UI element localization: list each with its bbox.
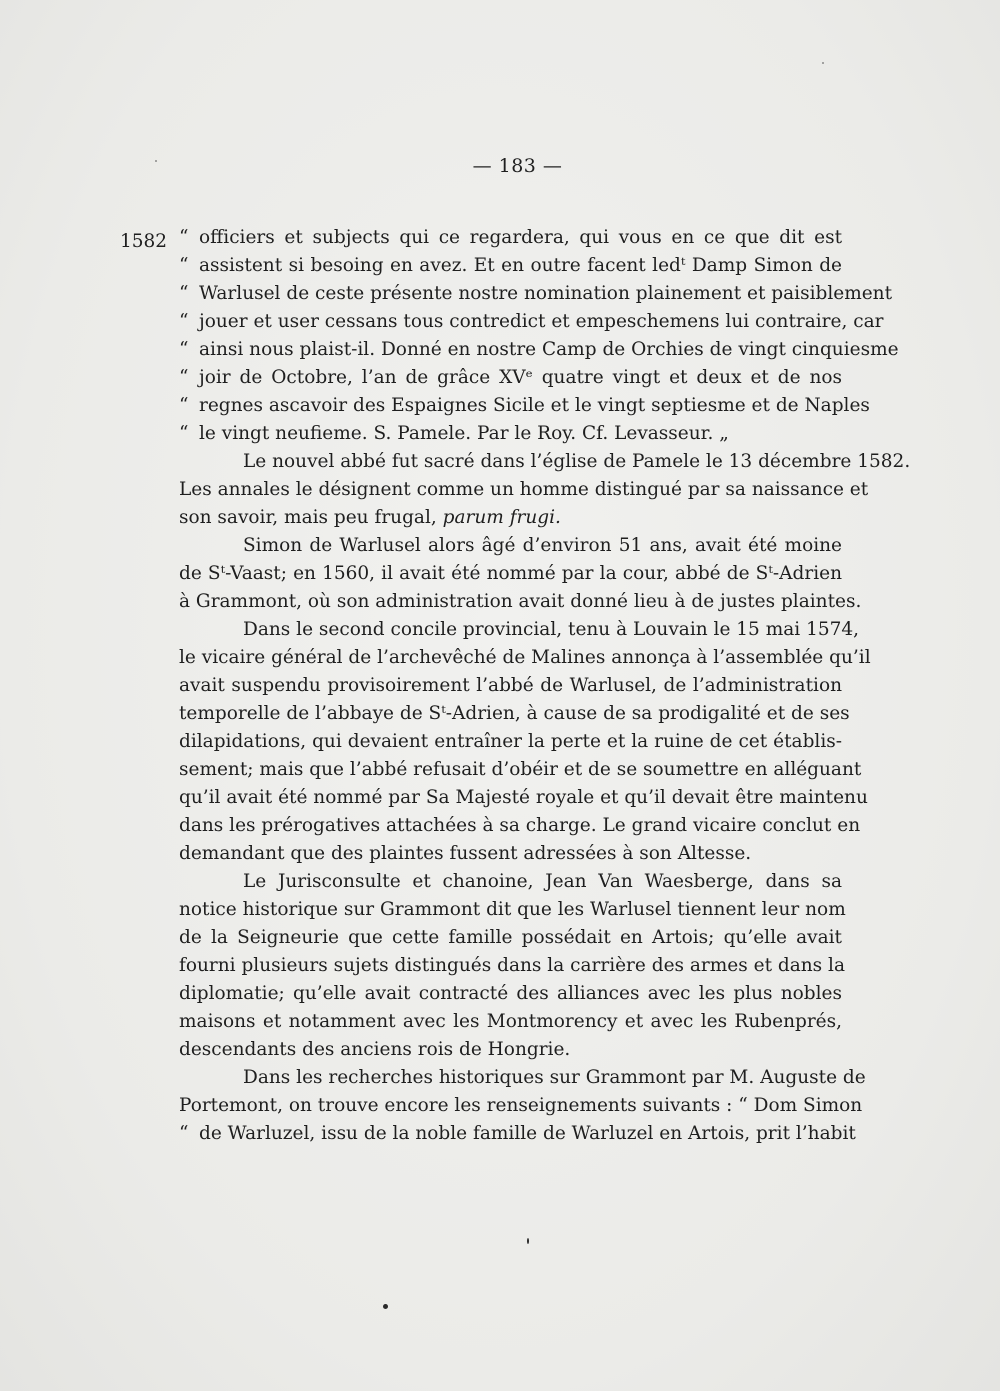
text-line: [179, 1064, 866, 1092]
line-text: dilapidations, qui devaient entraîner la perte et la ruine de cet établis-: [179, 731, 842, 752]
line-text: Le nouvel abbé fut sacré dans l’église de Pamele le 13 décembre 1582.: [243, 451, 911, 472]
text-line: [179, 224, 842, 252]
paper-speck: [383, 1304, 388, 1309]
text-line: [179, 644, 871, 672]
line-text: de la Seigneurie que cette famille possédait en Artois; qu’elle avait: [179, 927, 842, 948]
line-text: à Grammont, où son administration avait donné lieu à de justes plaintes.: [179, 591, 862, 612]
paper-speck: [822, 62, 824, 64]
text-line: [179, 280, 893, 308]
line-text: officiers et subjects qui ce regardera, qui vous en ce que dit est: [199, 227, 842, 248]
text-line: [179, 308, 884, 336]
text-line: [179, 980, 842, 1008]
text-line: [179, 392, 870, 420]
line-text: sement; mais que l’abbé refusait d’obéir et de se soumettre en alléguant: [179, 759, 862, 780]
body-text: [179, 224, 911, 1148]
line-text: de Sᵗ-Vaast; en 1560, il avait été nommé par la cour, abbé de Sᵗ-Adrien: [179, 563, 842, 584]
text-line: [179, 448, 911, 476]
quote-mark: “: [179, 311, 189, 332]
quote-mark: “: [179, 423, 189, 444]
line-text: regnes ascavoir des Espaignes Sicile et le vingt septiesme et de Naples: [199, 395, 870, 416]
text-line: [179, 868, 842, 896]
text-line: [179, 504, 842, 532]
quote-mark: “: [179, 1123, 189, 1144]
line-text: Simon de Warlusel alors âgé d’environ 51 ans, avait été moine: [243, 535, 842, 556]
text-line: [179, 252, 842, 280]
text-line: [179, 672, 842, 700]
text-line: [179, 1092, 863, 1120]
quote-mark: “: [179, 367, 189, 388]
italic-phrase: parum frugi.: [442, 507, 561, 528]
margin-year-note: 1582: [120, 231, 168, 252]
line-text: Les annales le désignent comme un homme distingué par sa naissance et: [179, 479, 869, 500]
quote-mark: “: [179, 255, 189, 276]
text-line: [179, 812, 861, 840]
line-text: dans les prérogatives attachées à sa charge. Le grand vicaire conclut en: [179, 815, 861, 836]
line-text: diplomatie; qu’elle avait contracté des alliances avec les plus nobles: [179, 983, 842, 1004]
line-text: jouer et user cessans tous contredict et empeschemens lui contraire, car: [199, 311, 884, 332]
line-text: Dans les recherches historiques sur Grammont par M. Auguste de: [243, 1067, 866, 1088]
text-line: [179, 560, 842, 588]
quote-mark: “: [179, 339, 189, 360]
line-text: le vingt neufieme. S. Pamele. Par le Roy. Cf. Levasseur. „: [199, 423, 729, 444]
text-line: [179, 588, 862, 616]
text-line: [179, 756, 862, 784]
line-text: Warlusel de ceste présente nostre nomination plainement et paisiblement: [199, 283, 893, 304]
line-text: Dans le second concile provincial, tenu à Louvain le 15 mai 1574,: [243, 619, 860, 640]
text-line: [179, 728, 842, 756]
line-text: Le Jurisconsulte et chanoine, Jean Van Waesberge, dans sa: [243, 871, 842, 892]
text-line: [179, 784, 868, 812]
text-line: [179, 840, 842, 868]
text-line: [179, 924, 842, 952]
line-text: le vicaire général de l’archevêché de Malines annonça à l’assemblée qu’il: [179, 647, 871, 668]
line-text: Portemont, on trouve encore les renseignements suivants : “ Dom Simon: [179, 1095, 863, 1116]
line-text: qu’il avait été nommé par Sa Majesté royale et qu’il devait être maintenu: [179, 787, 868, 808]
quote-mark: “: [179, 283, 189, 304]
text-line: [179, 896, 846, 924]
text-line: [179, 1008, 842, 1036]
text-line: [179, 336, 899, 364]
line-text: avait suspendu provisoirement l’abbé de Warlusel, de l’administration: [179, 675, 842, 696]
text-line: [179, 952, 845, 980]
line-text: assistent si besoing en avez. Et en outre facent ledᵗ Damp Simon de: [199, 255, 842, 276]
text-line: [179, 476, 869, 504]
line-text: de Warluzel, issu de la noble famille de Warluzel en Artois, prit l’habit: [199, 1123, 856, 1144]
line-text: ainsi nous plaist-il. Donné en nostre Camp de Orchies de vingt cinquiesme: [199, 339, 899, 360]
quote-mark: “: [179, 395, 189, 416]
line-text: fourni plusieurs sujets distingués dans la carrière des armes et dans la: [179, 955, 845, 976]
page-number: — 183 —: [472, 155, 563, 177]
line-text: notice historique sur Grammont dit que les Warlusel tiennent leur nom: [179, 899, 846, 920]
text-line: [179, 616, 860, 644]
line-text: son savoir, mais peu frugal,: [179, 507, 443, 528]
text-line: [179, 420, 842, 448]
text-line: [179, 1120, 856, 1148]
line-text: demandant que des plaintes fussent adressées à son Altesse.: [179, 843, 752, 864]
paper-speck: [155, 160, 157, 162]
text-line: [179, 532, 842, 560]
line-text: temporelle de l’abbaye de Sᵗ-Adrien, à cause de sa prodigalité et de ses: [179, 703, 850, 724]
line-text: descendants des anciens rois de Hongrie.: [179, 1039, 571, 1060]
text-line: [179, 700, 850, 728]
text-line: [179, 1036, 842, 1064]
line-text: joir de Octobre, l’an de grâce XVᵉ quatre vingt et deux et de nos: [199, 367, 842, 388]
line-text: maisons et notamment avec les Montmorency et avec les Rubenprés,: [179, 1011, 842, 1032]
text-line: [179, 364, 842, 392]
quote-mark: “: [179, 227, 189, 248]
paper-speck: [527, 1238, 529, 1244]
